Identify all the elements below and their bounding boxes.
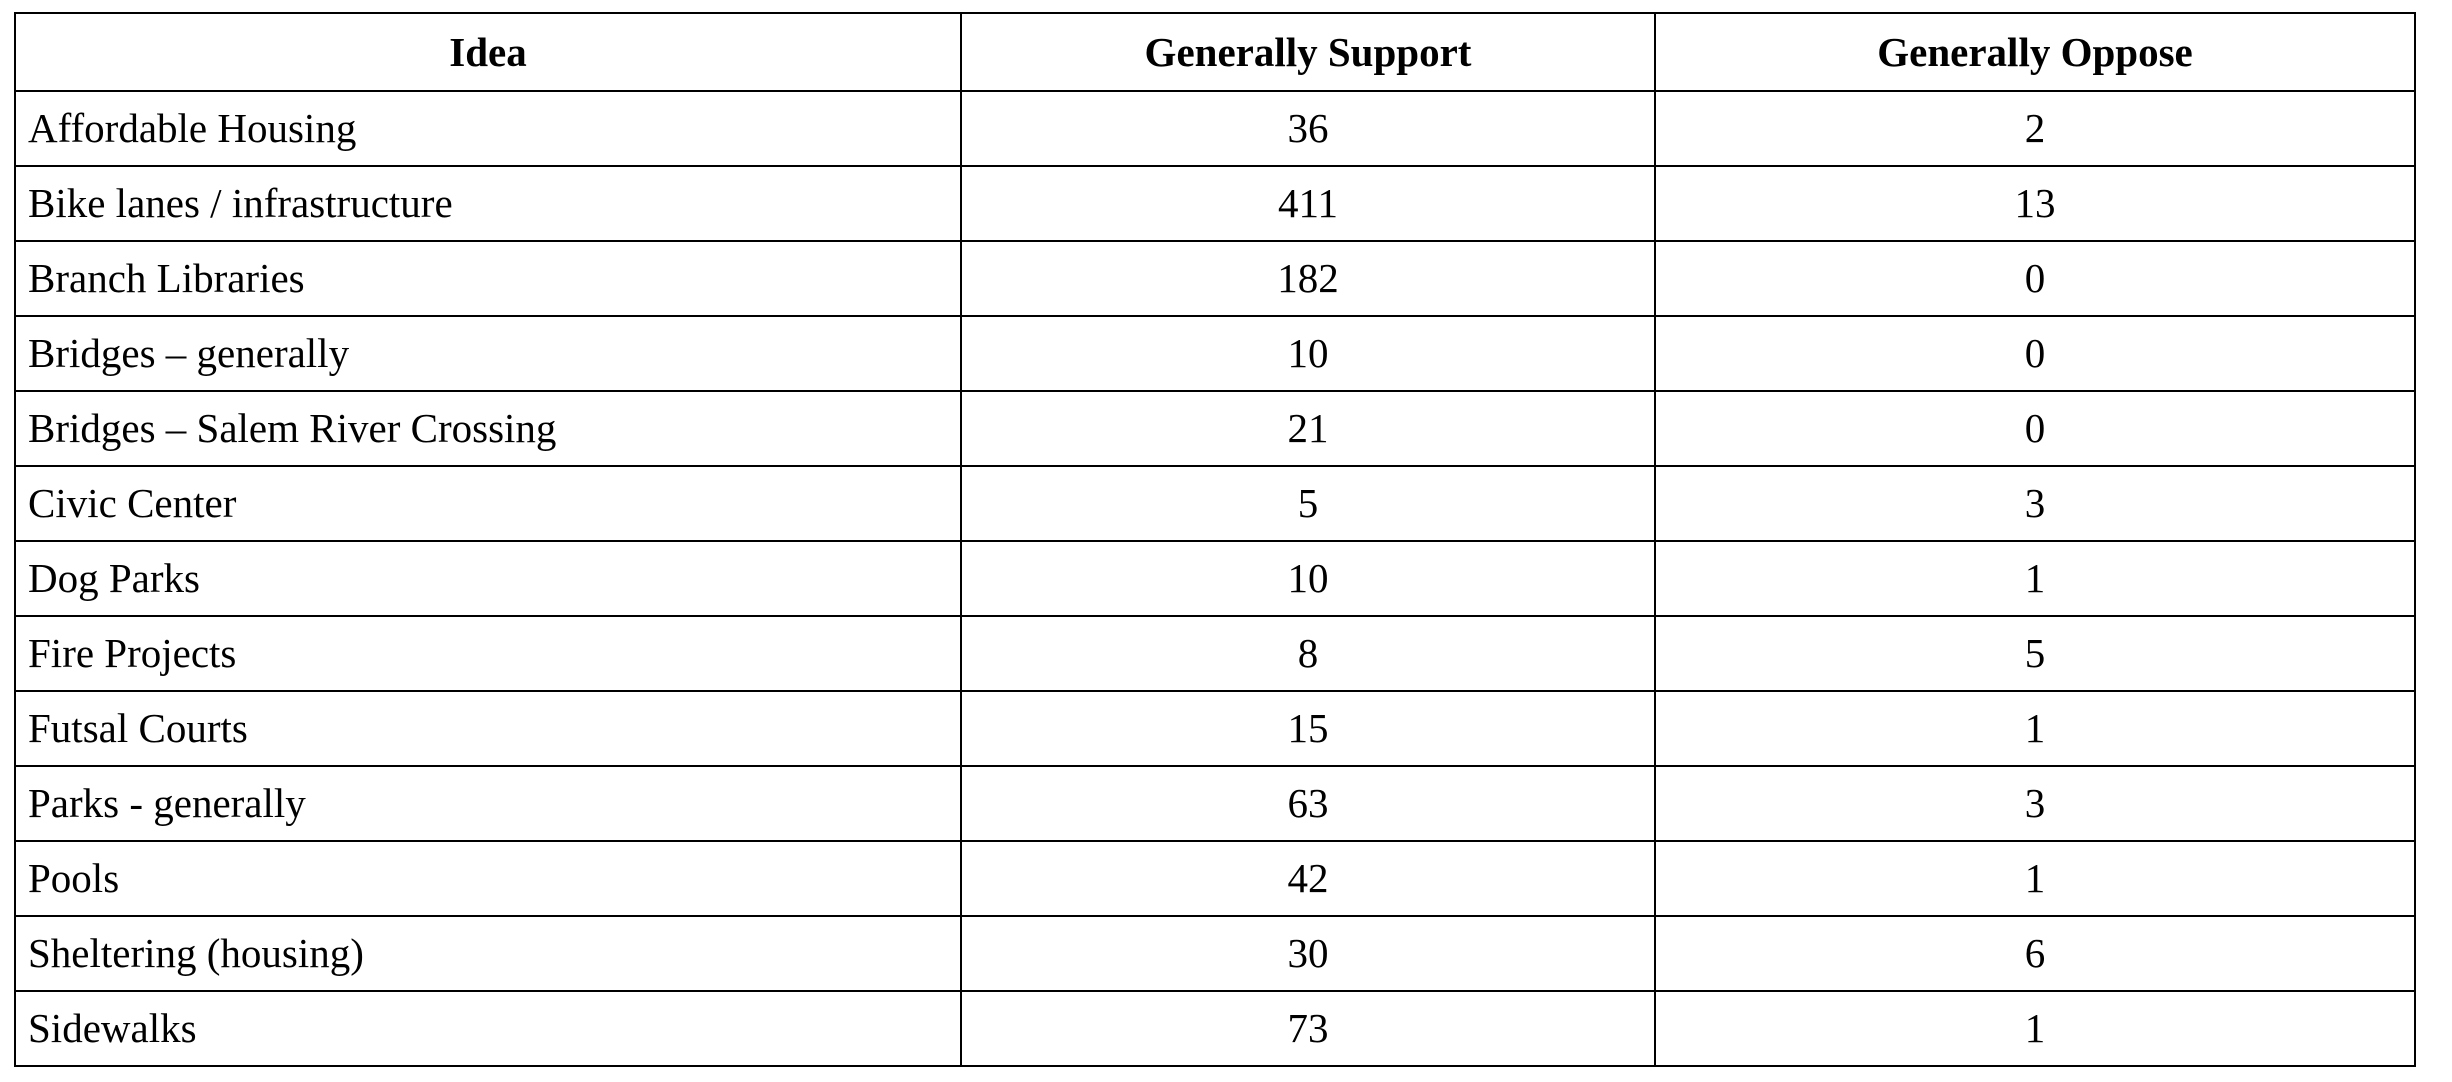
cell-support: 182 [961,241,1655,316]
cell-oppose: 1 [1655,691,2415,766]
cell-idea: Futsal Courts [15,691,961,766]
cell-oppose: 2 [1655,91,2415,166]
cell-idea: Pools [15,841,961,916]
cell-idea: Sheltering (housing) [15,916,961,991]
cell-idea: Parks - generally [15,766,961,841]
table-body [15,91,2415,1066]
table-row [15,91,2415,166]
cell-oppose: 3 [1655,766,2415,841]
cell-oppose: 5 [1655,616,2415,691]
cell-support: 411 [961,166,1655,241]
cell-idea: Affordable Housing [15,91,961,166]
table-row [15,691,2415,766]
table-row [15,766,2415,841]
cell-oppose: 0 [1655,391,2415,466]
cell-support: 5 [961,466,1655,541]
cell-oppose: 0 [1655,241,2415,316]
cell-support: 15 [961,691,1655,766]
cell-idea: Dog Parks [15,541,961,616]
table-row [15,466,2415,541]
cell-support: 21 [961,391,1655,466]
table-row [15,916,2415,991]
column-header-generally-support: Generally Support [961,13,1655,91]
cell-idea: Bridges – Salem River Crossing [15,391,961,466]
cell-support: 10 [961,316,1655,391]
cell-idea: Bridges – generally [15,316,961,391]
cell-oppose: 13 [1655,166,2415,241]
table-header-row [15,13,2415,91]
cell-support: 10 [961,541,1655,616]
cell-support: 73 [961,991,1655,1066]
cell-oppose: 0 [1655,316,2415,391]
table-row [15,391,2415,466]
table-header [15,13,2415,91]
cell-idea: Branch Libraries [15,241,961,316]
table-row [15,316,2415,391]
cell-support: 63 [961,766,1655,841]
column-header-generally-oppose: Generally Oppose [1655,13,2415,91]
cell-idea: Sidewalks [15,991,961,1066]
cell-support: 8 [961,616,1655,691]
column-header-idea: Idea [15,13,961,91]
cell-idea: Civic Center [15,466,961,541]
ideas-support-table [14,12,2416,1067]
cell-support: 30 [961,916,1655,991]
cell-oppose: 1 [1655,841,2415,916]
cell-support: 42 [961,841,1655,916]
cell-idea: Fire Projects [15,616,961,691]
cell-oppose: 6 [1655,916,2415,991]
cell-idea: Bike lanes / infrastructure [15,166,961,241]
cell-support: 36 [961,91,1655,166]
cell-oppose: 3 [1655,466,2415,541]
cell-oppose: 1 [1655,541,2415,616]
table-row [15,541,2415,616]
table-row [15,616,2415,691]
table-row [15,991,2415,1066]
cell-oppose: 1 [1655,991,2415,1066]
table-row [15,166,2415,241]
table-row [15,841,2415,916]
table-row [15,241,2415,316]
